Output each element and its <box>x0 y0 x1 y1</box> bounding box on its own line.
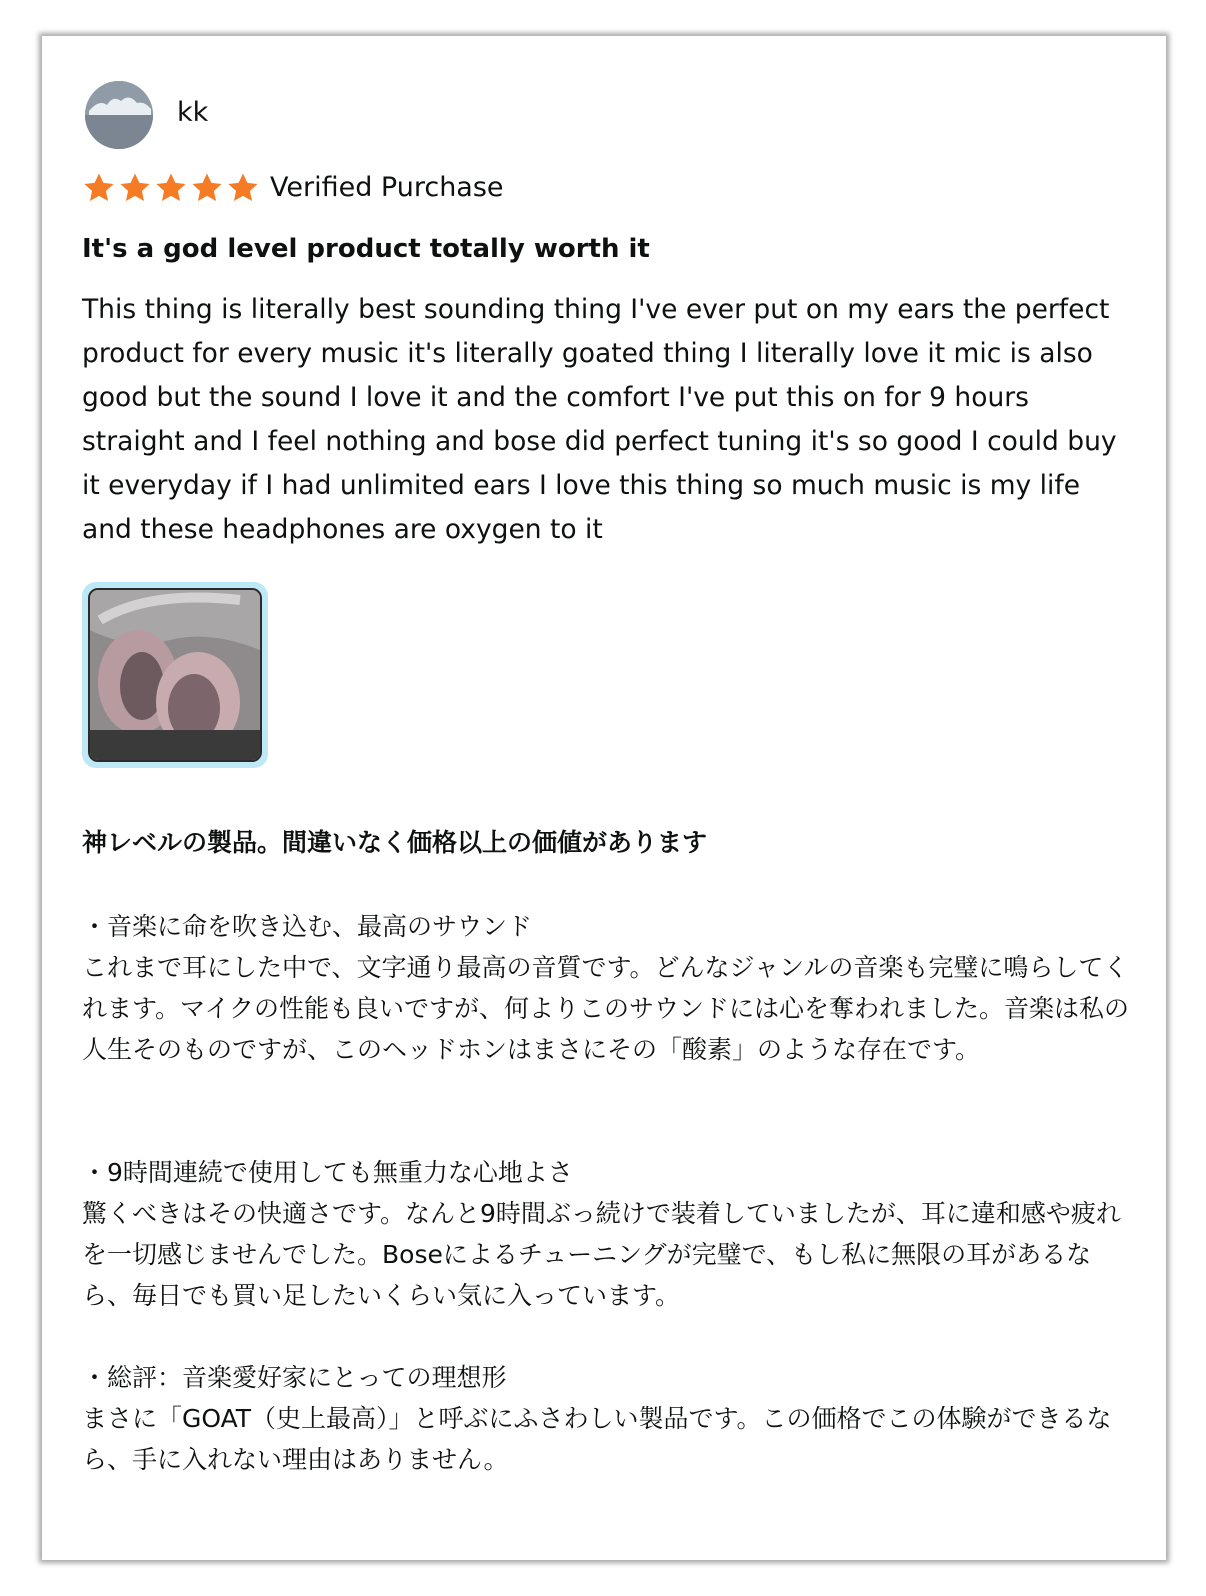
review-title: It's a god level product totally worth it <box>82 234 650 264</box>
translated-section <box>82 1357 1132 1480</box>
section-heading: ・9時間連続で使用しても無重力な心地よさ <box>82 1158 573 1187</box>
star-icon <box>226 171 260 205</box>
review-card <box>42 36 1166 1560</box>
reviewer-name[interactable]: kk <box>177 97 209 128</box>
star-icon <box>190 171 224 205</box>
avatar-image-icon <box>85 81 153 149</box>
avatar[interactable] <box>85 81 153 149</box>
review-image-thumbnail[interactable] <box>82 582 268 768</box>
section-text: これまで耳にした中で、文字通り最高の音質です。どんなジャンルの音楽も完璧に鳴らしてくれます。マイクの性能も良いですが、何よりこのサウンドには心を奪われました。音楽は私の人生そのものですが、このヘッドホンはまさにその「酸素」のような存在です。 <box>82 953 1130 1064</box>
translated-section <box>82 906 1132 1070</box>
star-icon <box>154 171 188 205</box>
translated-section <box>82 1152 1132 1316</box>
verified-purchase-badge: Verified Purchase <box>270 172 504 203</box>
review-body: This thing is literally best sounding thing I've ever put on my ears the perfect product for every music it's literally goated thing I literally love it mic is also good but the sound I love it and the comfort I've put this on for 9 hours straight and I feel nothing and bose did perfect tuning it's so good I could buy it everyday if I had unlimited ears I love this thing so much music is my life and these headphones are oxygen to it <box>82 294 1117 545</box>
section-text: まさに「GOAT（史上最高）」と呼ぶにふさわしい製品です。この価格でこの体験ができるなら、手に入れない理由はありません。 <box>82 1404 1112 1474</box>
star-rating[interactable] <box>82 171 260 205</box>
star-icon <box>82 171 116 205</box>
translated-title: 神レベルの製品。間違いなく価格以上の価値があります <box>82 828 708 857</box>
section-text: 驚くべきはその快適さです。なんと9時間ぶっ続けで装着していましたが、耳に違和感や疲れを一切感じませんでした。Boseによるチューニングが完璧で、もし私に無限の耳があるなら、毎日でも買い足したいくらい気に入っています。 <box>82 1199 1121 1310</box>
rating-row <box>82 168 504 208</box>
section-heading: ・音楽に命を吹き込む、最高のサウンド <box>82 912 533 941</box>
headphones-photo-icon <box>88 588 262 762</box>
star-icon <box>118 171 152 205</box>
section-heading: ・総評：音楽愛好家にとっての理想形 <box>82 1363 507 1392</box>
